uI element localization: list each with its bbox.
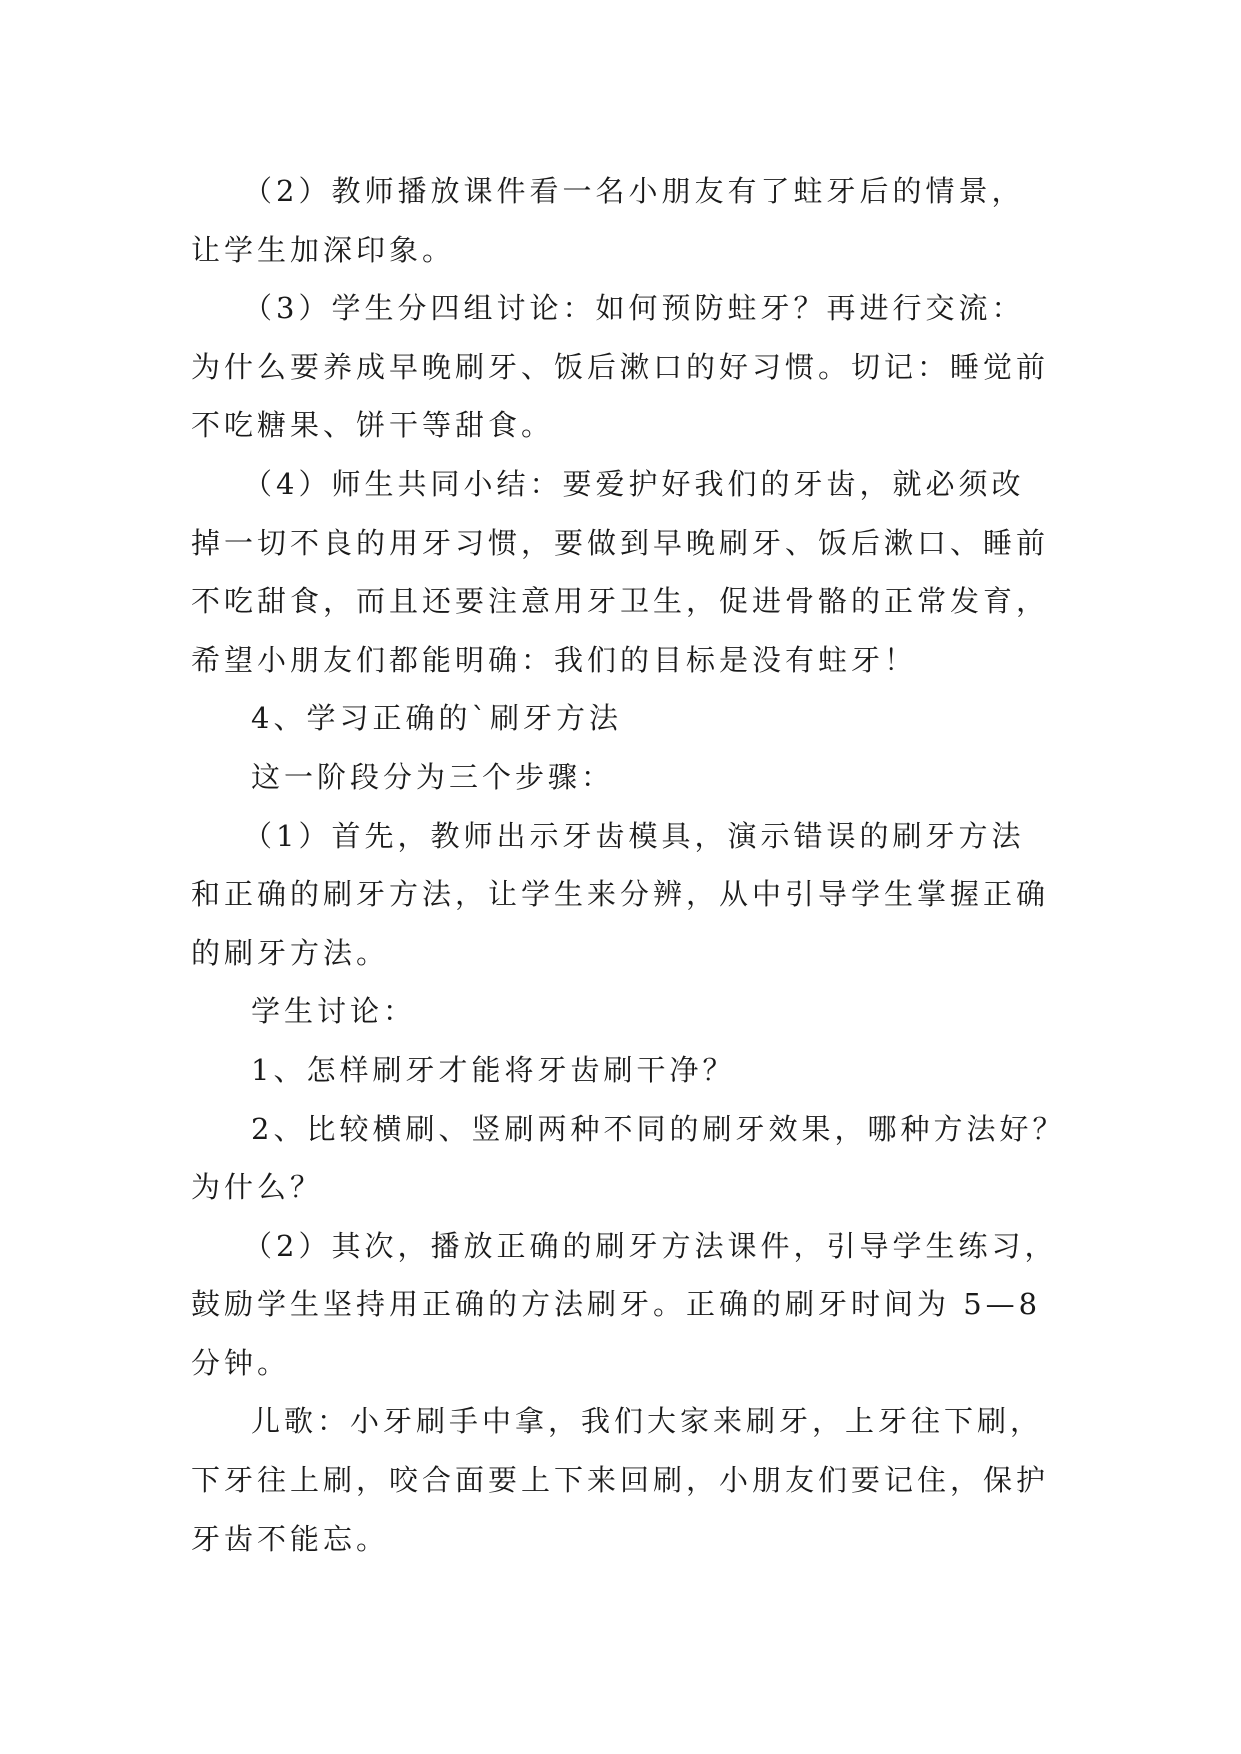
discussion-question-2: 2、比较横刷、竖刷两种不同的刷牙效果，哪种方法好？ 为什么？ bbox=[191, 1111, 1066, 1205]
paragraph-step-4-summary: （4）师生共同小结：要爱护好我们的牙齿，就必须改 掉一切不良的用牙习惯，要做到早晚刷牙、饭后漱口、睡前 不吃甜食，而且还要注意用牙卫生，促进骨骼的正常发育， 希望小朋友们都能明确：我们的目标是没有蛀牙！ bbox=[191, 466, 1050, 677]
section-heading-brushing-method: 4、学习正确的`刷牙方法 bbox=[251, 701, 622, 736]
paragraph-demo-teeth-model: （1）首先，教师出示牙齿模具，演示错误的刷牙方法 和正确的刷牙方法，让学生来分辨，从中引导学生掌握正确 的刷牙方法。 bbox=[191, 818, 1050, 970]
paragraph-student-discussion-label: 学生讨论： bbox=[251, 994, 417, 1029]
paragraph-three-steps: 这一阶段分为三个步骤： bbox=[251, 759, 615, 794]
paragraph-nursery-rhyme: 儿歌：小牙刷手中拿，我们大家来刷牙，上牙往下刷， 下牙往上刷，咬合面要上下来回刷，小朋友们要记住，保护 牙齿不能忘。 bbox=[191, 1404, 1050, 1556]
paragraph-brushing-practice: （2）其次，播放正确的刷牙方法课件，引导学生练习， 鼓励学生坚持用正确的方法刷牙。正确的刷牙时间为 5—8 分钟。 bbox=[191, 1228, 1058, 1380]
document-body bbox=[191, 162, 1071, 1568]
paragraph-step-2-courseware: （2）教师播放课件看一名小朋友有了蛀牙后的情景， 让学生加深印象。 bbox=[191, 174, 1025, 267]
paragraph-step-3-group-discussion: （3）学生分四组讨论：如何预防蛀牙？再进行交流： 为什么要养成早晚刷牙、饭后漱口的好习惯。切记：睡觉前 不吃糖果、饼干等甜食。 bbox=[191, 291, 1050, 443]
discussion-question-1: 1、怎样刷牙才能将牙齿刷干净？ bbox=[251, 1052, 736, 1087]
